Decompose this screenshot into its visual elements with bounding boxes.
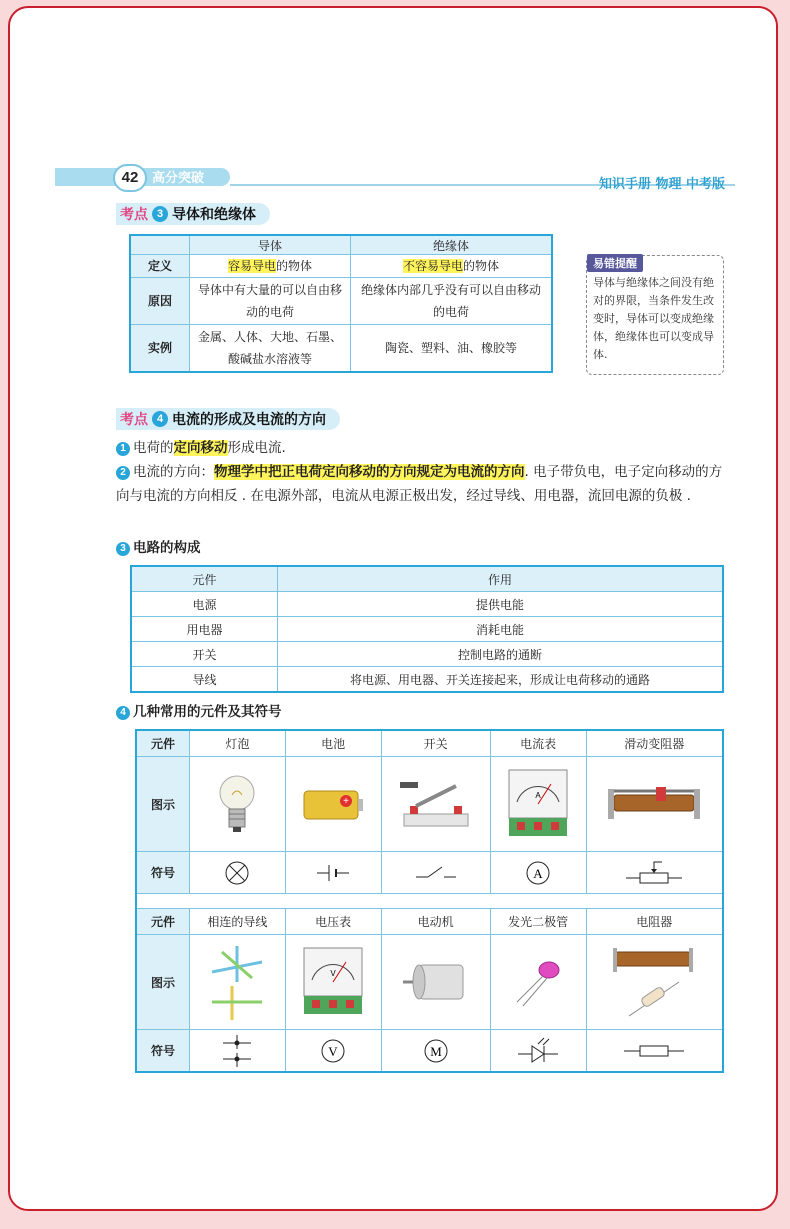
table-cell: [190, 852, 286, 894]
battery-symbol: [313, 861, 353, 885]
rheostat-illustration: [604, 779, 704, 829]
svg-text:+: +: [343, 796, 350, 807]
col-header: 元件: [131, 566, 278, 592]
item-number: 1: [116, 442, 130, 456]
component-name: 灯泡: [190, 730, 286, 757]
kaodian-label: 考点: [120, 207, 148, 223]
row-label: 图示: [136, 757, 190, 852]
table-row: [131, 592, 723, 617]
battery-illustration: [298, 779, 368, 829]
motor-symbol-letter: M: [429, 1043, 442, 1059]
table-cell: [381, 757, 490, 852]
table-cell: [490, 757, 586, 852]
table-cell: 消耗电能: [278, 617, 724, 642]
item-1: [116, 436, 728, 460]
component-name: 滑动变阻器: [586, 730, 723, 757]
table-cell: 电源: [131, 592, 278, 617]
table-row: [131, 667, 723, 693]
item-text: 形成电流.: [227, 440, 286, 456]
table-row: [131, 617, 723, 642]
voltmeter-symbol: [318, 1036, 348, 1066]
table-cell: 陶瓷、塑料、油、橡胶等: [350, 325, 552, 373]
kaodian-label: 考点: [120, 412, 148, 428]
kaodian-4-heading: [116, 408, 340, 430]
connected-wire-symbol: [217, 1033, 257, 1069]
highlight-text: 物理学中把正电荷定向移动的方向规定为电流的方向: [214, 464, 525, 480]
col-header: 绝缘体: [350, 235, 552, 255]
row-label: 元件: [136, 730, 190, 757]
table-row: [136, 909, 723, 935]
highlight-text: 定向移动: [173, 440, 228, 456]
table-cell: [190, 255, 351, 278]
page-header: [55, 164, 725, 192]
row-label: 定义: [130, 255, 190, 278]
connected-wires-illustration: [202, 942, 272, 1022]
table-cell: [586, 1030, 723, 1073]
resistor-illustration: [609, 942, 699, 1022]
ammeter-illustration: [503, 764, 573, 844]
table-cell: [586, 935, 723, 1030]
table-cell: [285, 757, 381, 852]
component-name: 电阻器: [586, 909, 723, 935]
cell-text: 金属、人体、大地、石墨、: [197, 330, 342, 344]
component-name: 电动机: [381, 909, 490, 935]
table-cell: [490, 935, 586, 1030]
item-number: 2: [116, 466, 130, 480]
table-cell: 用电器: [131, 617, 278, 642]
voltmeter-illustration: [298, 942, 368, 1022]
tip-text: 导体与绝缘体之间没有绝对的界限，当条件发生改变时，导体可以变成绝缘体，绝缘体也可以变成导体.: [593, 276, 714, 361]
row-label: 实例: [130, 325, 190, 373]
table-cell: [285, 935, 381, 1030]
table-row: [136, 1030, 723, 1073]
circuit-composition-table: [130, 565, 724, 693]
table-cell: 提供电能: [278, 592, 724, 617]
motor-symbol: [421, 1036, 451, 1066]
row-label: 符号: [136, 852, 190, 894]
table-cell: 导线: [131, 667, 278, 693]
row-label: 原因: [130, 278, 190, 325]
voltmeter-symbol-letter: V: [328, 1043, 338, 1059]
table-cell: [190, 935, 286, 1030]
cell-text: 的物体: [275, 259, 312, 273]
table-cell: [190, 757, 286, 852]
component-name: 电池: [285, 730, 381, 757]
cell-text: 的物体: [462, 259, 499, 273]
component-name: 电压表: [285, 909, 381, 935]
component-name: 开关: [381, 730, 490, 757]
item-number: 3: [116, 542, 130, 556]
component-name: 电流表: [490, 730, 586, 757]
table-row: [136, 852, 723, 894]
table-cell: [350, 278, 552, 325]
cell-text: 的电荷: [432, 305, 469, 319]
table-cell: [381, 852, 490, 894]
table-cell: [190, 1030, 286, 1073]
table-cell: [350, 255, 552, 278]
kaodian-3-heading: [116, 203, 270, 225]
row-label: 元件: [136, 909, 190, 935]
section-title: 高分突破: [152, 171, 205, 186]
col-header: 作用: [278, 566, 724, 592]
table-row: [130, 255, 552, 278]
table-cell: [190, 325, 351, 373]
tip-box: [586, 255, 724, 375]
cell-text: 酸碱盐水溶液等: [227, 352, 312, 366]
component-name: 发光二极管: [490, 909, 586, 935]
item-text: 电荷的: [133, 440, 174, 456]
item-title: 电路的构成: [133, 540, 201, 556]
row-label: 符号: [136, 1030, 190, 1073]
table-cell: 控制电路的通断: [278, 642, 724, 667]
highlight-text: 不容易导电: [402, 259, 463, 273]
table-row: [130, 278, 552, 325]
book-info: 知识手册 物理 中考版: [598, 177, 725, 192]
item-text: 电流的方向：: [133, 464, 214, 480]
switch-symbol: [414, 861, 458, 885]
resistor-symbol: [622, 1039, 686, 1063]
item-text: . 电子带负电，电子定向移动的方向与电流的方向相反 . 在电源外部，电流从电源正极出发，经过导线、用电器，流回电源的负极 .: [116, 464, 723, 504]
table-cell: [490, 852, 586, 894]
table-cell: [381, 1030, 490, 1073]
table-cell: [586, 852, 723, 894]
kaodian-title: 电流的形成及电流的方向: [172, 412, 326, 428]
kaodian-title: 导体和绝缘体: [172, 207, 256, 223]
kaodian-number: 3: [152, 206, 168, 222]
highlight-text: 容易导电: [227, 259, 276, 273]
ammeter-letter: A: [535, 791, 541, 800]
cell-text: 动的电荷: [245, 305, 294, 319]
item-number: 4: [116, 706, 130, 720]
component-name: 相连的导线: [190, 909, 286, 935]
lightbulb-illustration: [212, 769, 262, 839]
table-row: [131, 642, 723, 667]
table-cell: [586, 757, 723, 852]
row-label: 图示: [136, 935, 190, 1030]
item-4-heading: [116, 700, 728, 724]
table-cell: [285, 852, 381, 894]
switch-illustration: [396, 774, 476, 834]
table-row: [130, 325, 552, 373]
tip-label: 易错提醒: [587, 254, 643, 272]
table-cell: 将电源、用电器、开关连接起来，形成让电荷移动的通路: [278, 667, 724, 693]
item-2: [116, 460, 728, 508]
lamp-symbol: [222, 858, 252, 888]
item-title: 几种常用的元件及其符号: [133, 704, 282, 720]
table-row: [136, 757, 723, 852]
conductor-insulator-table: [129, 234, 553, 373]
components-symbols-table: [135, 729, 724, 1073]
cell-text: 导体中有大量的可以自由移: [197, 283, 342, 297]
item-3-heading: [116, 536, 728, 560]
led-illustration: [503, 952, 573, 1012]
table-corner: [130, 235, 190, 255]
table-cell: [381, 935, 490, 1030]
cell-text: 绝缘体内部几乎没有可以自由移动: [360, 283, 541, 297]
table-gap: [136, 894, 723, 909]
table-cell: [190, 278, 351, 325]
rheostat-symbol: [624, 858, 684, 888]
table-row: [136, 935, 723, 1030]
voltmeter-letter: V: [330, 969, 336, 978]
table-cell: [285, 1030, 381, 1073]
motor-illustration: [401, 957, 471, 1007]
table-cell: [490, 1030, 586, 1073]
col-header: 导体: [190, 235, 351, 255]
kaodian-number: 4: [152, 411, 168, 427]
ammeter-symbol-letter: A: [533, 865, 543, 881]
ammeter-symbol: [523, 858, 553, 888]
led-symbol: [516, 1036, 560, 1066]
table-row: [136, 730, 723, 757]
page-number: 42: [113, 164, 147, 192]
table-cell: 开关: [131, 642, 278, 667]
